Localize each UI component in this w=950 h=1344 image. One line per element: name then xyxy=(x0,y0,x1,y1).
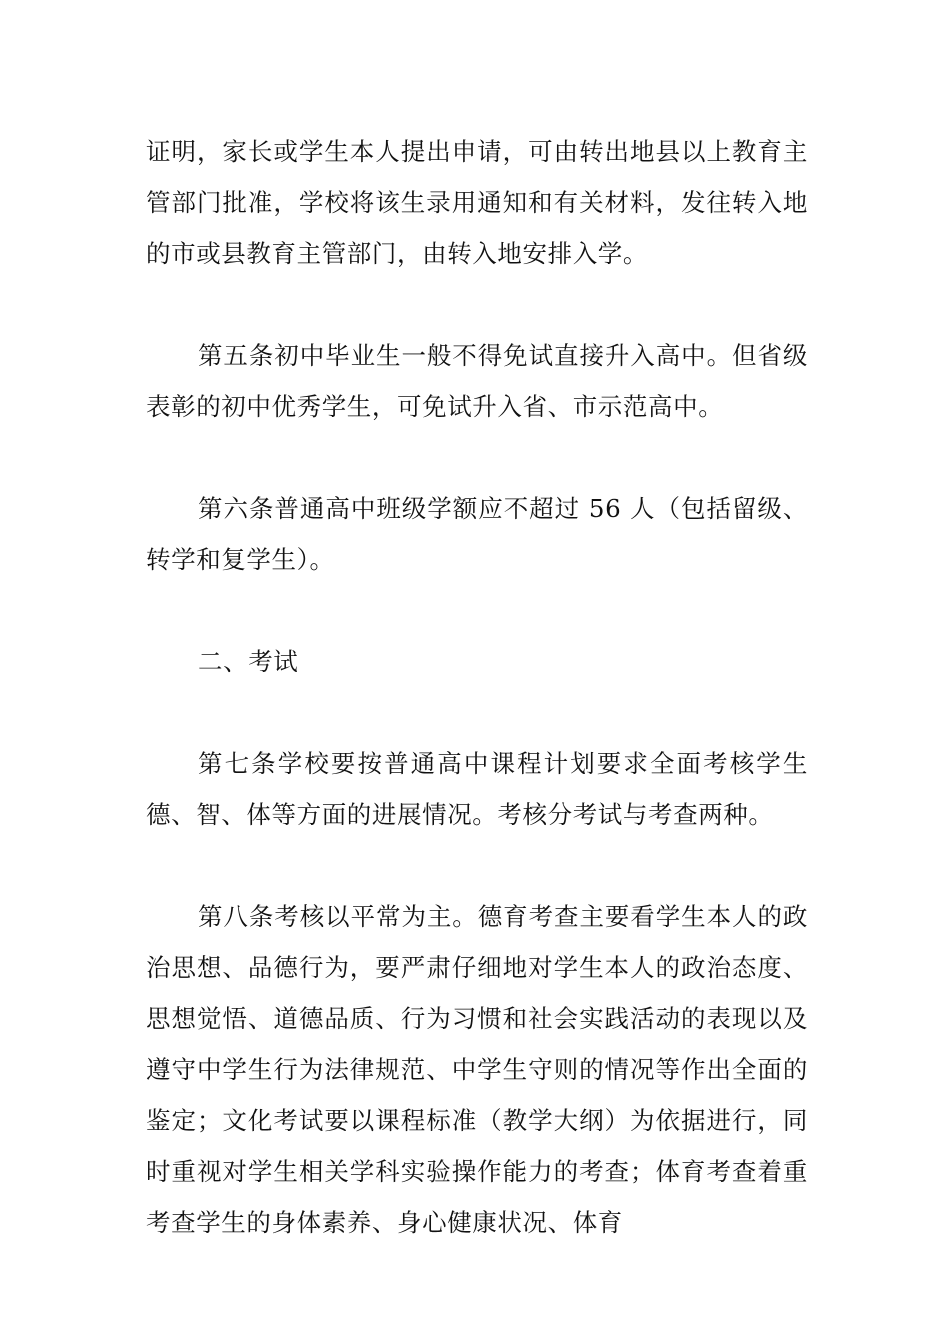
paragraph-article-6: 第六条普通高中班级学额应不超过 56 人（包括留级、转学和复学生）。 xyxy=(146,494,808,574)
section-heading-exams: 二、考试 xyxy=(198,647,299,676)
paragraph-article-8: 第八条考核以平常为主。德育考查主要看学生本人的政治思想、品德行为，要严肃仔细地对学生本人的政治态度、思想觉悟、道德品质、行为习惯和社会实践活动的表现以及遵守中学生行为法律规范、中学生守则的情况等作出全面的鉴定；文化考试要以课程标准（教学大纲）为依据进行，同时重视对学生相关学科实验操作能力的考查；体育考查着重考查学生的身体素养、身心健康状况、体育 xyxy=(146,902,808,1237)
document-body xyxy=(146,126,808,1248)
paragraph-transfer-approval: 证明，家长或学生本人提出申请，可由转出地县以上教育主管部门批准，学校将该生录用通知和有关材料，发往转入地的市或县教育主管部门，由转入地安排入学。 xyxy=(146,137,808,268)
paragraph-article-7: 第七条学校要按普通高中课程计划要求全面考核学生德、智、体等方面的进展情况。考核分考试与考查两种。 xyxy=(146,749,808,829)
paragraph-article-5: 第五条初中毕业生一般不得免试直接升入高中。但省级表彰的初中优秀学生，可免试升入省、市示范高中。 xyxy=(146,341,808,421)
